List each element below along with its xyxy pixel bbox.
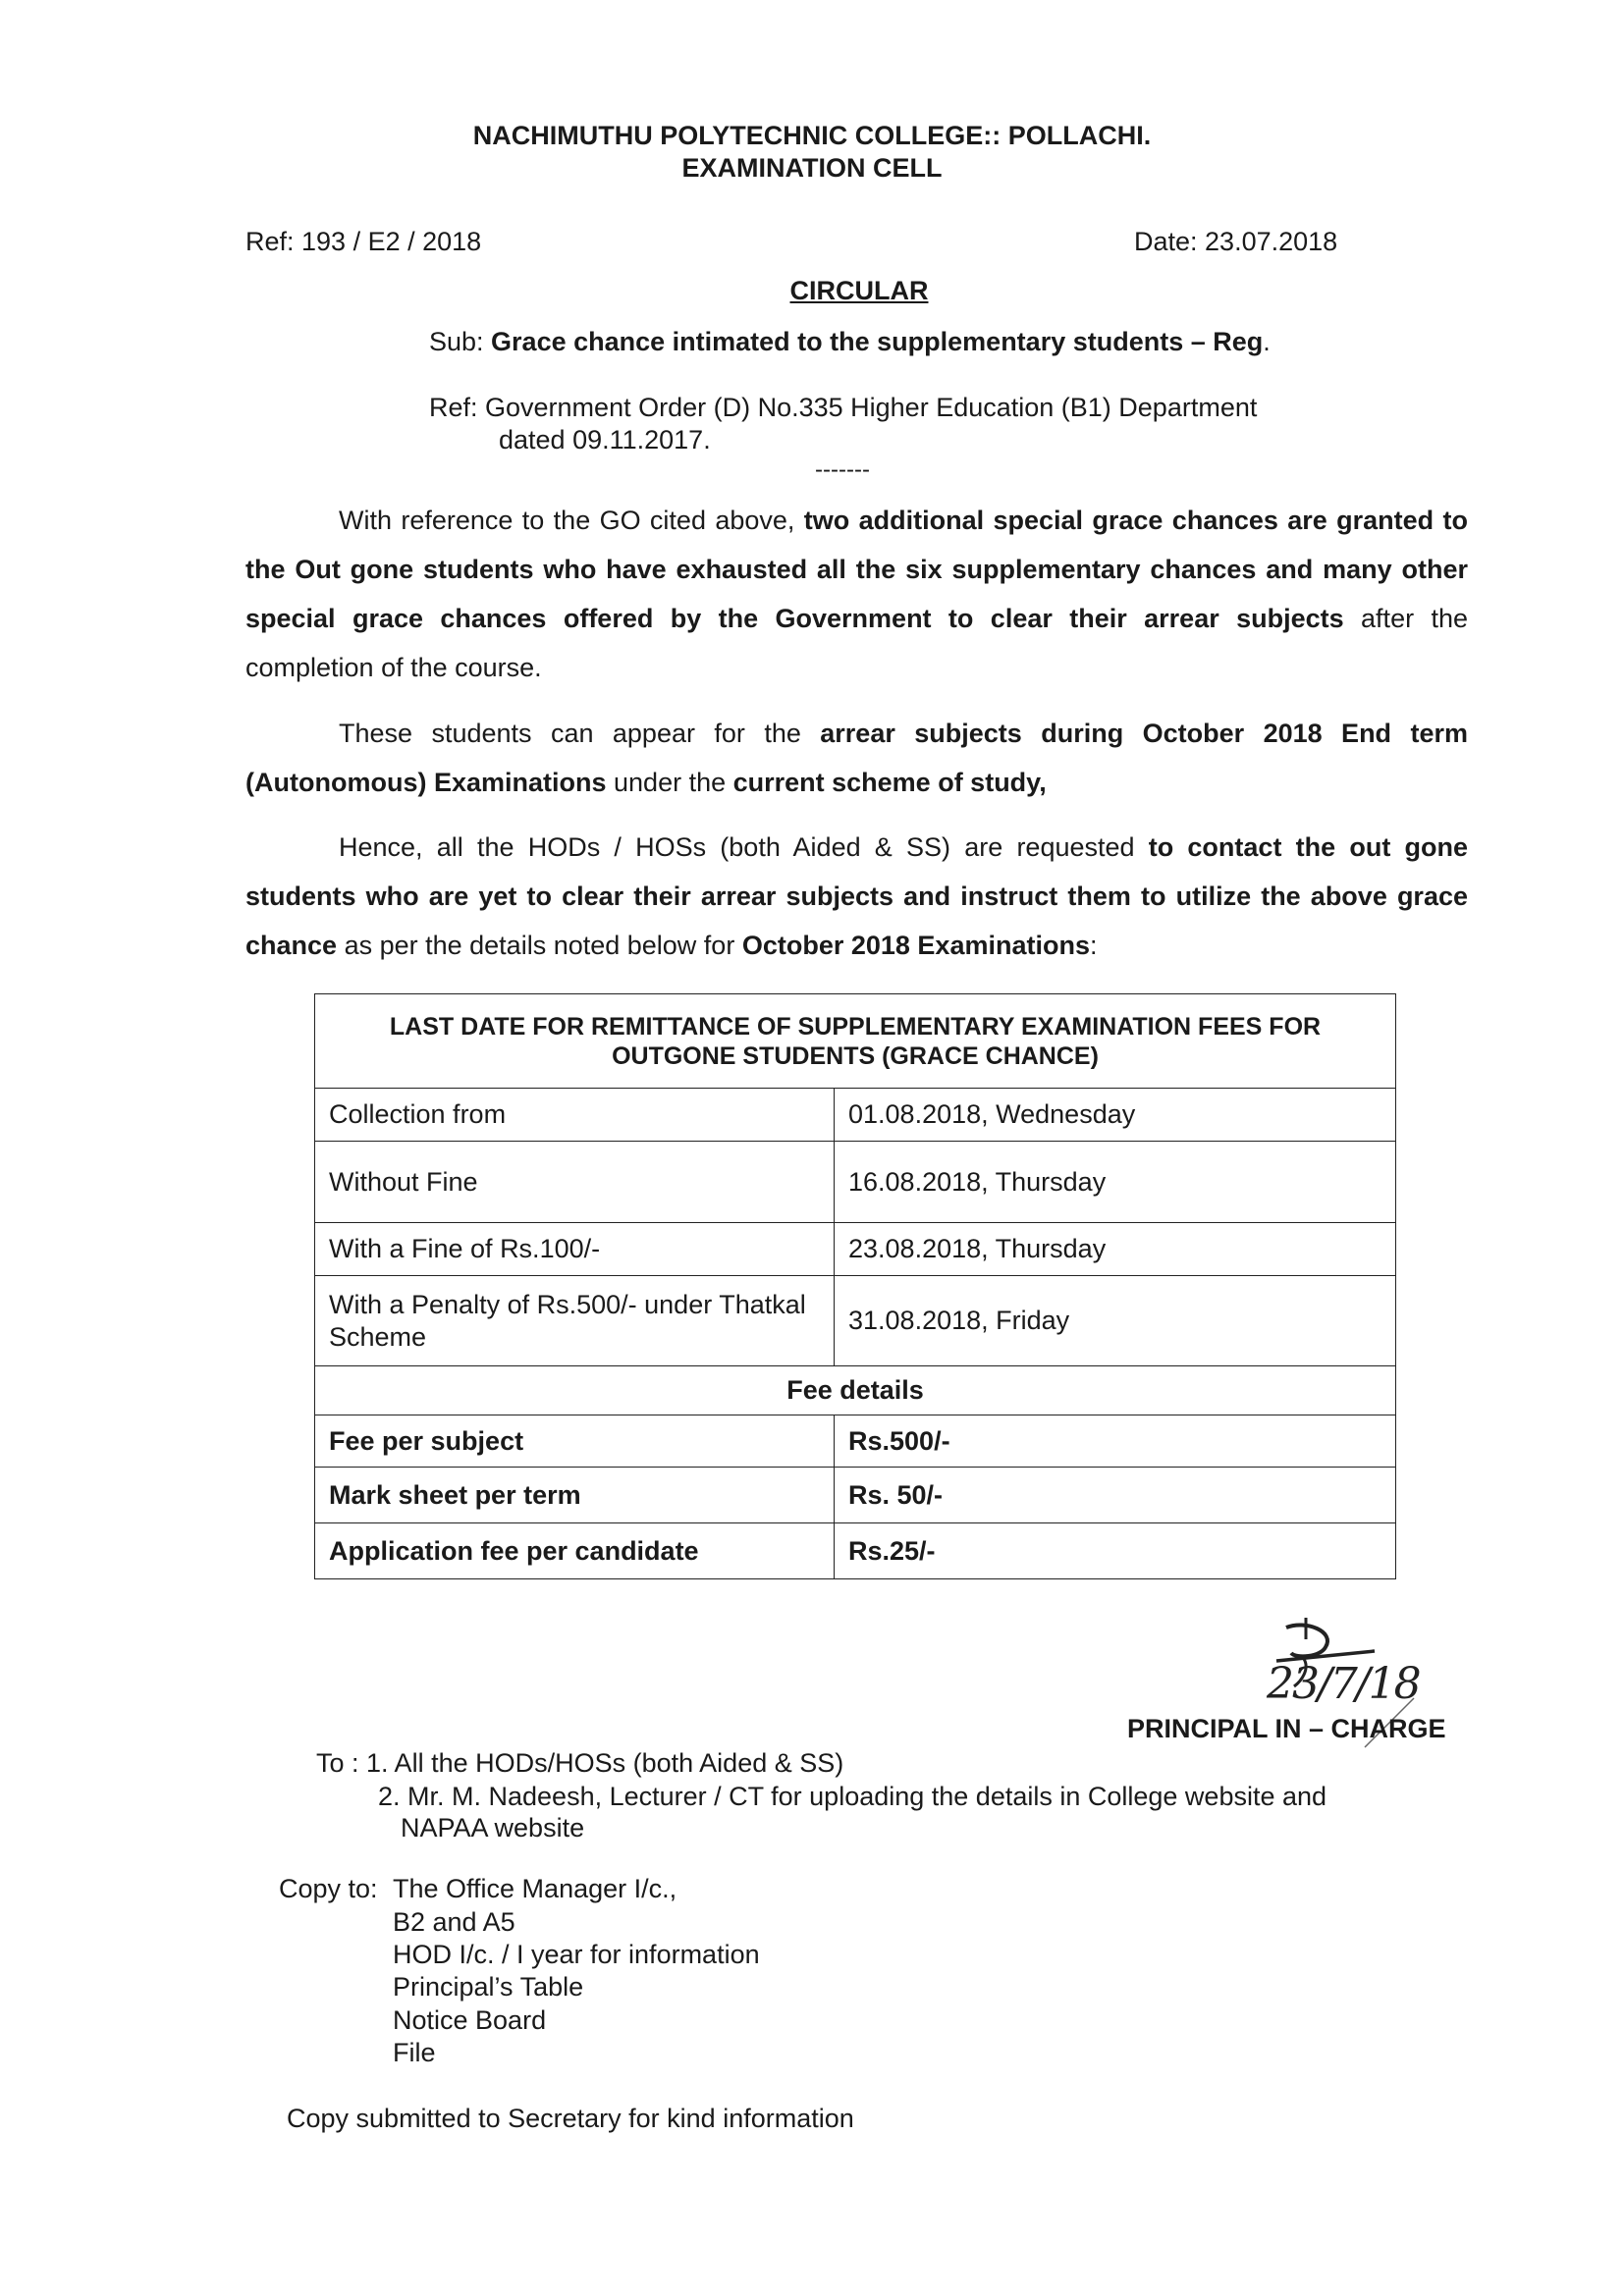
to-label: To : xyxy=(316,1748,367,1778)
para3-mid: as per the details noted below for xyxy=(337,931,742,960)
table-row xyxy=(315,1142,1396,1223)
fee-heading-row xyxy=(315,1366,1396,1415)
date-value: 31.08.2018, Friday xyxy=(835,1276,1396,1366)
circular-title: CIRCULAR xyxy=(789,276,929,305)
divider: ------- xyxy=(815,456,870,483)
copy-item: HOD I/c. / I year for information xyxy=(393,1940,760,1969)
fee-value: Rs.25/- xyxy=(835,1523,1396,1579)
date-label: Collection from xyxy=(315,1089,835,1142)
copy-item: Notice Board xyxy=(393,2005,547,2035)
table-row xyxy=(315,1223,1396,1276)
table-heading: LAST DATE FOR REMITTANCE OF SUPPLEMENTARY EXAMINATION FEES FOR OUTGONE STUDENTS (GRACE CHANCE) xyxy=(315,994,1396,1089)
date-value: 23.08.2018, Thursday xyxy=(835,1223,1396,1276)
subject-label: Sub: xyxy=(429,327,492,356)
examination-cell: EXAMINATION CELL xyxy=(681,153,943,183)
circular-date: Date: 23.07.2018 xyxy=(1134,227,1338,256)
date-label: With a Fine of Rs.100/- xyxy=(315,1223,835,1276)
date-value: 01.08.2018, Wednesday xyxy=(835,1089,1396,1142)
table-row xyxy=(315,1276,1396,1366)
to-item-2-cont: NAPAA website xyxy=(401,1813,585,1842)
copy-item: The Office Manager I/c., xyxy=(393,1874,677,1903)
fees-table xyxy=(314,993,1396,1579)
fee-label: Application fee per candidate xyxy=(315,1523,835,1579)
para2-bold-2: current scheme of study, xyxy=(732,768,1047,797)
paragraph-1 xyxy=(245,496,1468,692)
to-item-1 xyxy=(316,1747,843,1780)
para2-mid: under the xyxy=(606,768,733,797)
table-row xyxy=(315,1523,1396,1579)
para2-bold: arrear subjects during October 2018 End term (Autonomous) Examinations xyxy=(245,719,1468,797)
para1-text: With reference to the GO cited above, xyxy=(339,506,804,535)
college-name: NACHIMUTHU POLYTECHNIC COLLEGE:: POLLACHI. xyxy=(472,121,1152,150)
principal-title: PRINCIPAL IN – CHARGE xyxy=(1127,1714,1446,1743)
subject-end: . xyxy=(1263,327,1271,356)
to-item-1-text: 1. All the HODs/HOSs (both Aided & SS) xyxy=(366,1748,844,1778)
table-row xyxy=(315,1468,1396,1523)
fee-value: Rs.500/- xyxy=(835,1415,1396,1468)
para2-text: These students can appear for the xyxy=(339,719,821,748)
date-label: Without Fine xyxy=(315,1142,835,1223)
go-reference-line1: Ref: Government Order (D) No.335 Higher Education (B1) Department xyxy=(429,393,1258,422)
copy-item: Principal’s Table xyxy=(393,1972,584,2002)
subject-text: Grace chance intimated to the supplementary students – Reg xyxy=(491,327,1264,356)
paragraph-3 xyxy=(245,823,1468,970)
fee-value: Rs. 50/- xyxy=(835,1468,1396,1523)
subject-line xyxy=(429,326,1271,358)
para3-bold: to contact the out gone students who are yet to clear their arrear subjects and instruct them to utilize the above grace chance xyxy=(245,832,1468,960)
date-value: 16.08.2018, Thursday xyxy=(835,1142,1396,1223)
date-label: With a Penalty of Rs.500/- under Thatkal Scheme xyxy=(315,1276,835,1366)
table-heading-row xyxy=(315,994,1396,1089)
para1-bold: two additional special grace chances are granted to the Out gone students who have exhausted all the six supplementary chances and many other special grace chances offered by the Government to clear their arrear subjects xyxy=(245,506,1468,633)
reference-number: Ref: 193 / E2 / 2018 xyxy=(245,227,482,256)
fee-label: Fee per subject xyxy=(315,1415,835,1468)
para3-bold-2: October 2018 Examinations xyxy=(741,931,1090,960)
fee-heading: Fee details xyxy=(315,1366,1396,1415)
para1-end: after the completion of the course. xyxy=(245,604,1468,682)
copy-submitted: Copy submitted to Secretary for kind information xyxy=(287,2104,854,2133)
para3-end: : xyxy=(1089,931,1098,960)
paragraph-2 xyxy=(245,709,1468,807)
para3-text: Hence, all the HODs / HOSs (both Aided & SS) are requested xyxy=(339,832,1149,862)
table-row xyxy=(315,1415,1396,1468)
copy-to-label: Copy to: xyxy=(279,1874,378,1903)
to-item-2: 2. Mr. M. Nadeesh, Lecturer / CT for uploading the details in College website and xyxy=(378,1782,1327,1811)
fee-label: Mark sheet per term xyxy=(315,1468,835,1523)
table-row xyxy=(315,1089,1396,1142)
copy-item: B2 and A5 xyxy=(393,1907,515,1937)
go-reference-line2: dated 09.11.2017. xyxy=(499,425,711,454)
signature-date: 23/7/18 xyxy=(1267,1659,1420,1709)
copy-item: File xyxy=(393,2038,436,2067)
